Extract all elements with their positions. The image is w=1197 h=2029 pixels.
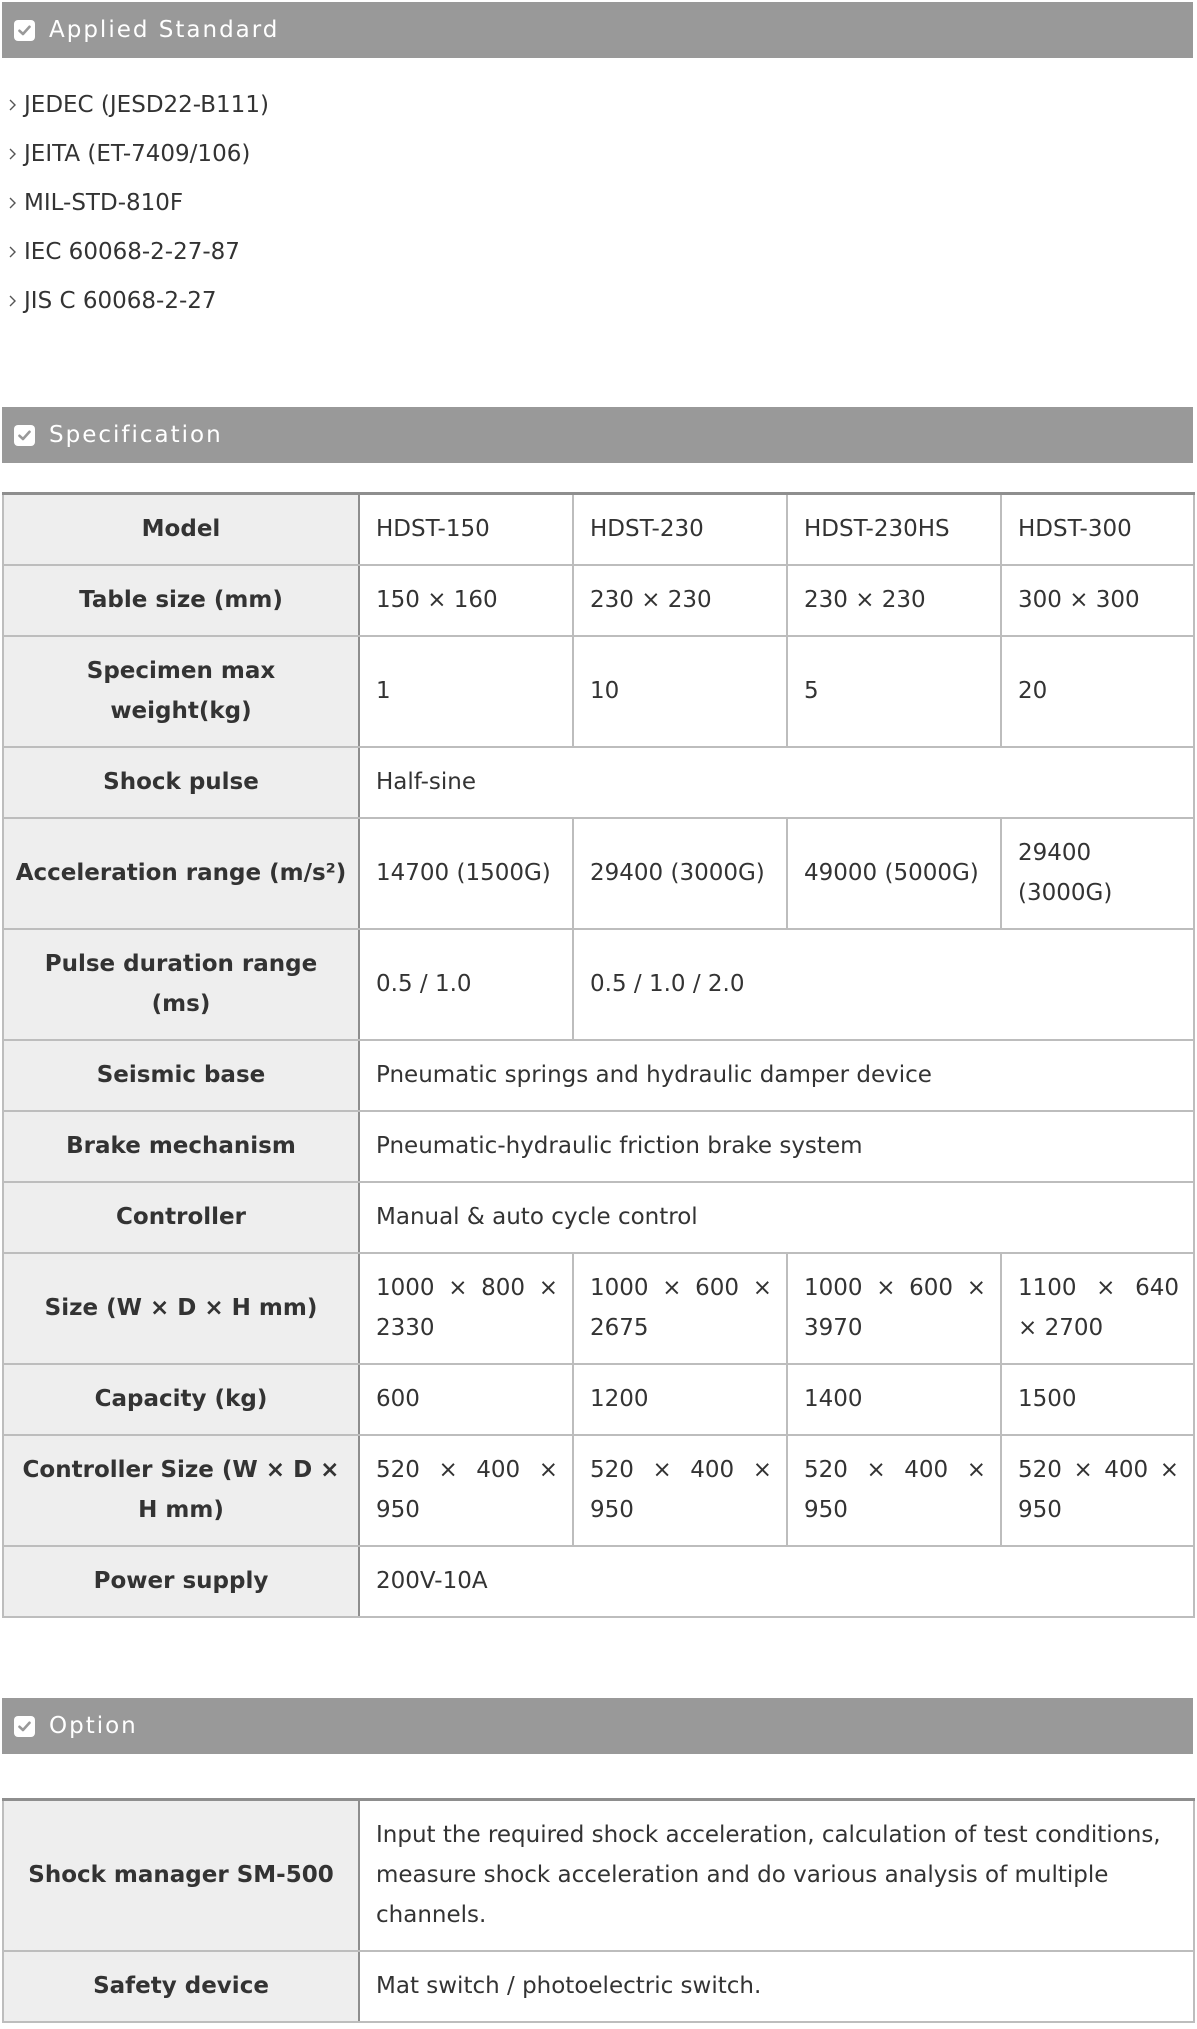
table-cell: 10 — [573, 636, 787, 747]
table-cell: 150 × 160 — [359, 565, 573, 636]
section-title: Applied Standard — [49, 17, 280, 43]
table-cell: 1 — [359, 636, 573, 747]
row-label: Shock manager SM-500 — [3, 1800, 359, 1951]
table-row — [3, 818, 1194, 929]
row-label: Specimen max weight(kg) — [3, 636, 359, 747]
row-label: Shock pulse — [3, 747, 359, 818]
table-cell: HDST-150 — [359, 494, 573, 565]
table-cell: 1400 — [787, 1364, 1001, 1435]
row-label: Capacity (kg) — [3, 1364, 359, 1435]
specification-table — [2, 492, 1195, 1618]
chevron-right-icon — [0, 196, 24, 210]
table-cell: Input the required shock acceleration, calculation of test conditions, measure shock acceleration and do various analysis of multiple channels. — [359, 1800, 1194, 1951]
option-table — [2, 1798, 1195, 2023]
standard-label: IEC 60068-2-27-87 — [24, 238, 240, 265]
table-row — [3, 494, 1194, 565]
table-cell: 300 × 300 — [1001, 565, 1194, 636]
table-cell: 200V-10A — [359, 1546, 1194, 1617]
chevron-right-icon — [0, 245, 24, 259]
table-cell: 1000 × 800 × 2330 — [359, 1253, 573, 1364]
specification-header — [2, 407, 1193, 463]
table-cell: 230 × 230 — [787, 565, 1001, 636]
table-cell: Pneumatic springs and hydraulic damper device — [359, 1040, 1194, 1111]
table-cell: Mat switch / photoelectric switch. — [359, 1951, 1194, 2022]
table-row — [3, 1040, 1194, 1111]
table-cell: 230 × 230 — [573, 565, 787, 636]
section-title: Option — [49, 1713, 138, 1739]
table-cell: Manual & auto cycle control — [359, 1182, 1194, 1253]
table-cell: 1000 × 600 × 2675 — [573, 1253, 787, 1364]
chevron-right-icon — [0, 294, 24, 308]
table-row — [3, 1182, 1194, 1253]
list-item — [0, 178, 269, 227]
table-cell: 520 × 400 × 950 — [1001, 1435, 1194, 1546]
table-row — [3, 565, 1194, 636]
table-cell: 1000 × 600 × 3970 — [787, 1253, 1001, 1364]
table-row — [3, 1111, 1194, 1182]
applied-standard-header — [2, 2, 1193, 58]
table-row — [3, 1951, 1194, 2022]
standard-label: JIS C 60068-2-27 — [24, 287, 217, 314]
table-row — [3, 1435, 1194, 1546]
row-label: Brake mechanism — [3, 1111, 359, 1182]
row-label: Size (W × D × H mm) — [3, 1253, 359, 1364]
table-cell: 0.5 / 1.0 / 2.0 — [573, 929, 1194, 1040]
table-cell: 1200 — [573, 1364, 787, 1435]
table-cell: 14700 (1500G) — [359, 818, 573, 929]
table-cell: 520 × 400 × 950 — [573, 1435, 787, 1546]
table-row — [3, 1800, 1194, 1951]
table-cell: 5 — [787, 636, 1001, 747]
table-row — [3, 747, 1194, 818]
section-title: Specification — [49, 422, 223, 448]
table-row — [3, 1546, 1194, 1617]
table-cell: 600 — [359, 1364, 573, 1435]
list-item — [0, 129, 269, 178]
table-cell: Half-sine — [359, 747, 1194, 818]
table-cell: 1100 × 640 × 2700 — [1001, 1253, 1194, 1364]
chevron-right-icon — [0, 147, 24, 161]
table-row — [3, 929, 1194, 1040]
standard-label: JEITA (ET-7409/106) — [24, 140, 251, 167]
table-cell: Pneumatic-hydraulic friction brake system — [359, 1111, 1194, 1182]
row-label: Safety device — [3, 1951, 359, 2022]
standards-list — [0, 80, 269, 325]
table-cell: 20 — [1001, 636, 1194, 747]
row-label: Table size (mm) — [3, 565, 359, 636]
row-label: Model — [3, 494, 359, 565]
table-cell: 0.5 / 1.0 — [359, 929, 573, 1040]
list-item — [0, 227, 269, 276]
row-label: Controller — [3, 1182, 359, 1253]
table-row — [3, 636, 1194, 747]
list-item — [0, 276, 269, 325]
table-cell: 29400 (3000G) — [573, 818, 787, 929]
checkbox-checked-icon — [14, 1716, 35, 1737]
standard-label: JEDEC (JESD22-B111) — [24, 91, 269, 118]
table-cell: 49000 (5000G) — [787, 818, 1001, 929]
chevron-right-icon — [0, 98, 24, 112]
table-row — [3, 1364, 1194, 1435]
table-cell: 1500 — [1001, 1364, 1194, 1435]
checkbox-checked-icon — [14, 20, 35, 41]
standard-label: MIL-STD-810F — [24, 189, 184, 216]
table-cell: HDST-230HS — [787, 494, 1001, 565]
table-cell: 29400 (3000G) — [1001, 818, 1194, 929]
row-label: Pulse duration range (ms) — [3, 929, 359, 1040]
row-label: Seismic base — [3, 1040, 359, 1111]
table-cell: HDST-230 — [573, 494, 787, 565]
checkbox-checked-icon — [14, 425, 35, 446]
table-row — [3, 1253, 1194, 1364]
table-cell: HDST-300 — [1001, 494, 1194, 565]
option-header — [2, 1698, 1193, 1754]
list-item — [0, 80, 269, 129]
row-label: Acceleration range (m/s²) — [3, 818, 359, 929]
table-cell: 520 × 400 × 950 — [787, 1435, 1001, 1546]
row-label: Power supply — [3, 1546, 359, 1617]
row-label: Controller Size (W × D × H mm) — [3, 1435, 359, 1546]
table-cell: 520 × 400 × 950 — [359, 1435, 573, 1546]
